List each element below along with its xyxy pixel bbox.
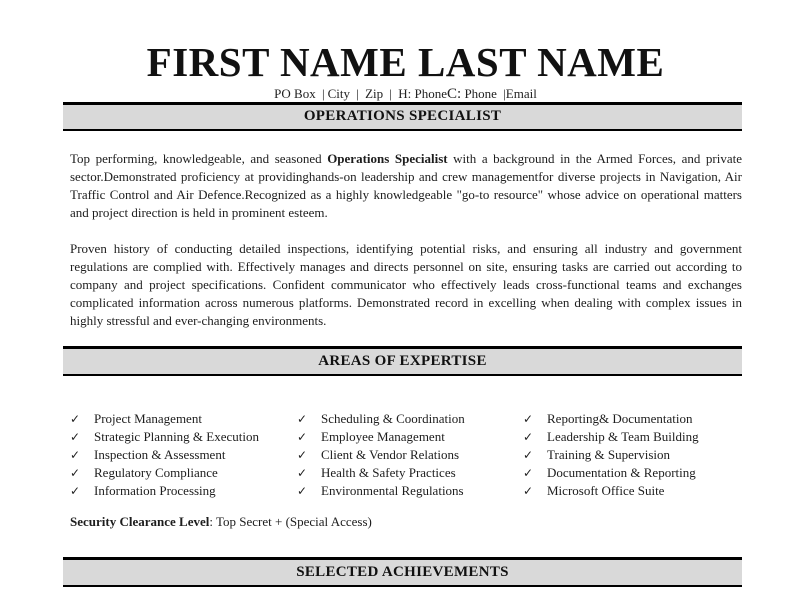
contact-separator: | — [321, 86, 325, 101]
list-item — [70, 482, 259, 500]
checkmark-icon: ✓ — [70, 484, 81, 498]
summary-paragraph-1 — [70, 150, 742, 222]
list-item — [297, 446, 465, 464]
checkmark-icon: ✓ — [297, 448, 308, 462]
summary-intro: Top performing, knowledgeable, and seasoned — [70, 151, 328, 166]
expertise-item: Project Management — [94, 411, 202, 426]
contact-cell-phone: Phone — [464, 86, 497, 101]
checkmark-icon: ✓ — [70, 466, 81, 480]
section-heading-title: OPERATIONS SPECIALIST — [63, 102, 742, 131]
list-item — [523, 410, 699, 428]
checkmark-icon: ✓ — [70, 412, 81, 426]
expertise-item: Strategic Planning & Execution — [94, 429, 259, 444]
summary-role-bold: Operations Specialist — [327, 151, 448, 166]
checkmark-icon: ✓ — [70, 430, 81, 444]
list-item — [523, 482, 699, 500]
checkmark-icon: ✓ — [297, 430, 308, 444]
checkmark-icon: ✓ — [523, 448, 534, 462]
list-item — [297, 428, 465, 446]
list-item — [523, 464, 699, 482]
list-item — [297, 464, 465, 482]
expertise-item: Employee Management — [321, 429, 445, 444]
checkmark-icon: ✓ — [523, 484, 534, 498]
list-item — [70, 410, 259, 428]
expertise-item: Scheduling & Coordination — [321, 411, 465, 426]
section-heading-expertise: AREAS OF EXPERTISE — [63, 346, 742, 376]
checkmark-icon: ✓ — [297, 484, 308, 498]
expertise-item: Information Processing — [94, 483, 216, 498]
contact-email: Email — [505, 86, 537, 101]
section-heading-achievements: SELECTED ACHIEVEMENTS — [63, 557, 742, 587]
list-item — [297, 410, 465, 428]
resume-name: FIRST NAME LAST NAME — [146, 39, 665, 85]
expertise-item: Inspection & Assessment — [94, 447, 226, 462]
checkmark-icon: ✓ — [523, 412, 534, 426]
contact-separator: | — [503, 86, 506, 101]
list-item — [70, 446, 259, 464]
contact-po-box: PO Box — [274, 86, 316, 101]
expertise-item: Documentation & Reporting — [547, 465, 696, 480]
checkmark-icon: ✓ — [70, 448, 81, 462]
list-item — [70, 464, 259, 482]
expertise-item: Reporting& Documentation — [547, 411, 693, 426]
expertise-item: Client & Vendor Relations — [321, 447, 460, 462]
checkmark-icon: ✓ — [523, 430, 534, 444]
expertise-column-1 — [70, 410, 259, 500]
summary-rest: with a background in the Armed Forces, and private sector.Demonstrated proficiency at providinghands-on leadership and crew managementfor diverse projects in Navigation, Air Traffic Control and Air Defence.Recognized as a highly knowledgeable "go-to resource" whose advice on operational matters and project direction is held in prominent esteem. — [70, 151, 742, 220]
expertise-column-3 — [523, 410, 699, 500]
expertise-column-2 — [297, 410, 465, 500]
contact-line — [0, 86, 811, 103]
expertise-item: Training & Supervision — [547, 447, 671, 462]
security-clearance — [70, 514, 372, 530]
expertise-item: Microsoft Office Suite — [547, 483, 665, 498]
clearance-label: Security Clearance Level — [70, 514, 210, 529]
contact-zip: Zip — [365, 86, 384, 101]
contact-city: City — [327, 86, 350, 101]
list-item — [523, 428, 699, 446]
expertise-item: Leadership & Team Building — [547, 429, 699, 444]
contact-separator: | — [389, 86, 392, 101]
contact-separator: | — [356, 86, 359, 101]
expertise-item: Environmental Regulations — [321, 483, 464, 498]
contact-cell-prefix: C: — [447, 86, 462, 102]
expertise-item: Regulatory Compliance — [94, 465, 218, 480]
list-item — [70, 428, 259, 446]
list-item — [523, 446, 699, 464]
checkmark-icon: ✓ — [523, 466, 534, 480]
list-item — [297, 482, 465, 500]
expertise-item: Health & Safety Practices — [321, 465, 456, 480]
checkmark-icon: ✓ — [297, 466, 308, 480]
checkmark-icon: ✓ — [297, 412, 308, 426]
summary-paragraph-2: Proven history of conducting detailed inspections, identifying potential risks, and ensuring all industry and government regulations are complied with. Effectively manages and directs personnel on site, ensuring tasks are carried out according to company and project specifications. Confident communicator who effectively leads cross-functional teams and exchanges complicated information across numerous platforms. Demonstrated record in excelling when dealing with complex issues in highly stressful and ever-changing environments. — [70, 241, 742, 328]
clearance-value: : Top Secret + (Special Access) — [209, 514, 372, 529]
contact-home-phone: H: Phone — [398, 86, 447, 101]
